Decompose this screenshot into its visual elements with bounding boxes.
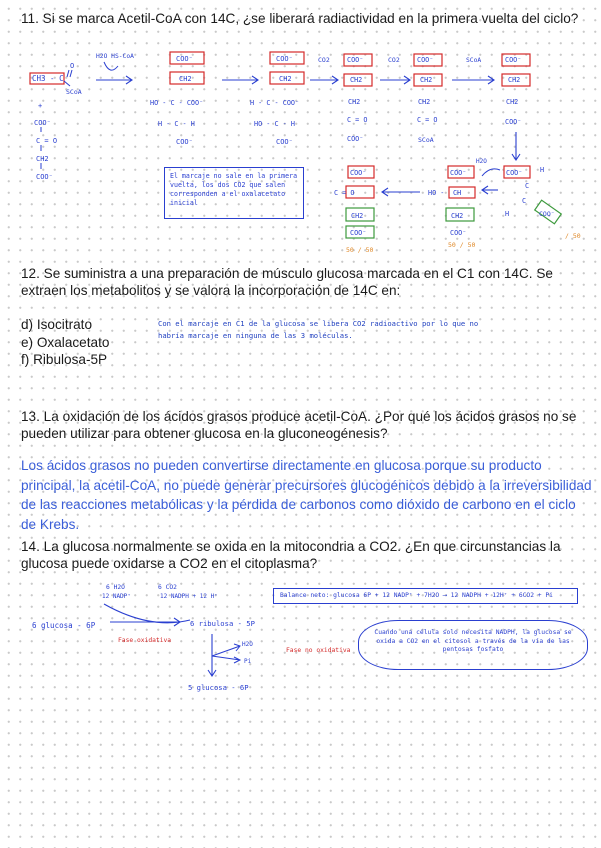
oaa2-coo-bottom: COO⁻ <box>350 229 367 237</box>
q14-cloud-text: Cuando una célula solo necesita NADPH, la glucosa se oxida a CO2 en el citosol a través de la vía de las pentosas fosfato <box>374 629 572 653</box>
ratio-malate: 50 / 50 <box>448 241 476 249</box>
q14-cloud-note <box>358 620 588 670</box>
ratio-oaa: 50 / 50 <box>346 246 374 254</box>
akg-c-o: C = O <box>347 116 368 124</box>
succinate-ch2: CH2 <box>508 76 521 84</box>
h2o-right-label: H2O <box>242 641 253 648</box>
isocitrate-ho-c-h: HO - C - H <box>254 120 295 128</box>
svg-text:+: + <box>38 102 43 110</box>
g6p-label: 6 glucosa - 6P <box>32 621 96 630</box>
citrate-h-c-h: H - C - H <box>158 120 195 128</box>
question-13: 13. La oxidación de los ácidos grasos produce acetil-CoA. ¿Por qué los ácidos grasos no se pueden utilizar para obtener glucosa en la gluconeogénesis? <box>21 409 577 441</box>
krebs-cycle-diagram <box>0 48 601 258</box>
pi-label: Pi <box>244 658 252 665</box>
svg-text:C: C <box>522 197 527 205</box>
malate-coo-top: COO⁻ <box>450 169 467 177</box>
fumarate-coo-top: COO⁻ <box>506 169 523 177</box>
oaa2-ch2: CH2 <box>351 212 364 220</box>
fumarate-h-bottom: H <box>505 210 510 218</box>
q14-balance-box <box>273 588 578 604</box>
oaa-coo-bottom: COO⁻ <box>36 173 53 181</box>
q12-option-f: f) Ribulosa-5P <box>21 352 108 367</box>
malate-ch2: CH2 <box>451 212 464 220</box>
question-11: 11. Si se marca Acetil-CoA con 14C, ¿se liberará radiactividad en la primera vuelta del ciclo? <box>21 11 579 26</box>
citrate-coo-bottom: COO⁻ <box>176 138 193 146</box>
oaa-c-o: C = O <box>36 137 58 145</box>
citrate-ch2: CH2 <box>179 75 192 83</box>
svg-text:C: C <box>525 182 530 190</box>
acetyl-o-label: O <box>70 62 75 70</box>
succinate-coo-bottom: COO⁻ <box>505 118 522 126</box>
citrate-coo-top: COO⁻ <box>176 55 193 63</box>
question-12: 12. Se suministra a una preparación de músculo glucosa marcada en el C1 con 14C. Se extraen los metabolitos y se valora la incorporación de 14C en: <box>21 266 553 298</box>
h2o-hscoa-label: H2O HS-CoA <box>96 53 134 60</box>
succ-coo-top: COO⁻ <box>417 56 434 64</box>
scoa-label-2: SCoA <box>466 57 482 64</box>
h2o-label: H2O <box>476 158 487 165</box>
fase-oxidativa-label: Fase oxidativa <box>118 637 172 644</box>
oaa2-coo-top: COO⁻ <box>350 169 367 177</box>
isocitrate-coo-top: COO⁻ <box>276 55 293 63</box>
fumarate-coo-bottom: COO⁻ <box>539 210 555 218</box>
nadp-left-label: 12 NADP⁺ <box>102 593 131 600</box>
succ-ch2: CH2 <box>420 76 433 84</box>
g6p-bottom-label: 5 glucosa - 6P <box>188 683 249 692</box>
isocitrate-ch2: CH2 <box>279 75 292 83</box>
citrate-ho-c-coo: HO - C - COO⁻ <box>150 99 204 107</box>
oaa-coo-top: COO⁻ <box>34 119 51 127</box>
svg-text:CH: CH <box>453 189 462 197</box>
q14-balance-text: Balance neto: glucosa 6P + 12 NADP⁺ + 7H2O ⟶ 12 NADPH + 12H⁺ + 6CO2 + Pi <box>280 592 553 599</box>
succinate-ch2-b: CH2 <box>506 98 519 106</box>
isocitrate-coo-bottom: COO⁻ <box>276 138 293 146</box>
oaa2-c-o: C = O <box>334 189 355 197</box>
isocitrate-h-c-coo: H - C - COO⁻ <box>250 99 300 107</box>
akg-ch2-b: CH2 <box>348 98 361 106</box>
succinate-coo-top: COO⁻ <box>505 56 522 64</box>
scoa-label: SCoA <box>66 88 82 96</box>
succ-c-o: C = O <box>417 116 438 124</box>
succ-scoa: SCoA <box>418 136 434 144</box>
q12-answer: Con el marcaje en C1 de la glucosa se libera CO2 radioactivo por lo que no habría marcaje en ninguna de las 3 moléculas. <box>158 319 479 340</box>
fase-no-oxidativa-label: Fase no oxidativa <box>286 647 351 654</box>
ratio-fumarate: / 50 <box>565 232 581 240</box>
co2-top-label: 6 CO2 <box>158 584 177 591</box>
q11-note-text: El marcaje no sale en la primera vuelta, los dos CO2 que salen corresponden a el oxalacetato inicial <box>170 172 298 207</box>
q12-option-e: e) Oxalacetato <box>21 334 110 350</box>
akg-coo-top: COO⁻ <box>347 56 364 64</box>
co2-label-2: CO2 <box>388 56 400 64</box>
akg-coo-bottom: COO⁻ <box>347 135 364 143</box>
malate-coo-bottom: COO⁻ <box>450 229 467 237</box>
q12-options <box>21 316 109 369</box>
q13-answer: Los ácidos grasos no pueden convertirse directamente en glucosa porque su producto principal, la acetil-CoA, no puede generar precursores glucogénicos debido a la irreversibilidad de las reacciones metabólicas y la pérdida de carbonos como dióxido de carbono en el ciclo de Krebs. <box>21 458 592 532</box>
malate-ho-label: HO - <box>428 189 445 197</box>
acetyl-label: CH3 - C <box>32 74 64 83</box>
succ-ch2-b: CH2 <box>418 98 431 106</box>
h2o-left-label: 6 H2O <box>106 584 125 591</box>
nadph-top-label: 12 NADPH + 12 H⁺ <box>160 593 218 600</box>
co2-label-1: CO2 <box>318 56 330 64</box>
q11-note-box <box>164 167 304 219</box>
q12-option-d: d) Isocitrato <box>21 317 93 332</box>
fumarate-h-top: H <box>540 166 545 174</box>
ribulosa-label: 6 ribulosa - 5P <box>190 619 255 628</box>
oaa-ch2: CH2 <box>36 155 49 163</box>
akg-ch2: CH2 <box>350 76 363 84</box>
question-14: 14. La glucosa normalmente se oxida en la mitocondria a CO2. ¿En que circunstancias la glucosa puede oxidarse a CO2 en el citoplasma? <box>21 539 561 571</box>
